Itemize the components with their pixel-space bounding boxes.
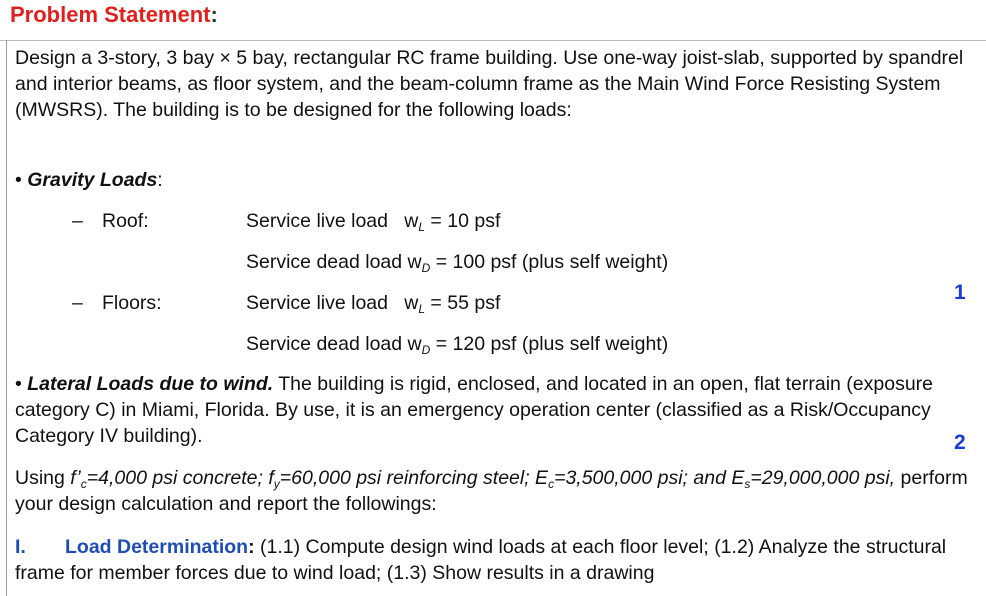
floors-live-load	[246, 290, 500, 316]
floors-dead-load	[246, 331, 668, 357]
roof-label: Roof:	[102, 210, 149, 232]
task-1-title: Load Determination	[65, 536, 249, 558]
gravity-colon: :	[157, 169, 163, 191]
title-divider	[0, 40, 986, 41]
roof-dead-text: Service dead load w	[246, 251, 422, 273]
roof-live-value: = 10 psf	[425, 210, 501, 232]
floors-label: Floors:	[102, 292, 162, 314]
roof-live-row	[0, 208, 986, 234]
fc-sub: c	[80, 477, 87, 491]
floors-live-value: = 55 psf	[425, 292, 501, 314]
page-title	[10, 2, 218, 28]
task-1-text: (1.1) Compute design wind loads at each floor level; (1.2) Analyze the structural frame for member forces due to wind load; (1.3) Show results in a drawing	[15, 536, 947, 584]
materials-spec	[70, 467, 895, 489]
gravity-label: Gravity Loads	[27, 169, 158, 191]
fy-symbol: f	[268, 467, 274, 489]
floors-dead-text: Service dead load w	[246, 333, 422, 355]
floors-live-text: Service live load w	[246, 292, 419, 314]
floors-live-sub: L	[418, 302, 426, 316]
materials-paragraph	[15, 465, 975, 517]
task-1-colon: :	[248, 536, 255, 558]
ec-value: =3,500,000 psi; and E	[554, 467, 745, 489]
floors-dead-row	[0, 331, 986, 357]
left-border	[6, 40, 7, 596]
intro-paragraph: Design a 3-story, 3 bay × 5 bay, rectangular RC frame building. Use one-way joist-slab, supported by spandrel and interior beams, as floor system, and the beam-column frame as the Main Wind Force Resisting System (MWSRS). The building is to be designed for the following loads:	[15, 47, 964, 121]
roof-dead-sub: D	[421, 261, 431, 275]
fc-symbol: f’	[70, 467, 81, 489]
marker-1: 1	[954, 281, 966, 304]
fy-value: =60,000 psi reinforcing steel; E	[279, 467, 549, 489]
roof-live-load	[246, 208, 500, 234]
fc-value: =4,000 psi concrete;	[86, 467, 269, 489]
roof-dead-row	[0, 249, 986, 275]
floors-dead-value: = 120 psf (plus self weight)	[430, 333, 669, 355]
materials-instruction: perform your design calculation and report the followings:	[15, 467, 968, 515]
roof-live-sub: L	[418, 220, 426, 234]
floors-live-row	[0, 290, 986, 316]
roof-dead-load	[246, 249, 668, 275]
task-1-paragraph	[15, 534, 975, 586]
roof-dead-value: = 100 psf (plus self weight)	[430, 251, 669, 273]
fy-sub: y	[273, 477, 280, 491]
lateral-bullet: •	[15, 373, 22, 395]
materials-using: Using	[15, 467, 71, 489]
marker-2: 2	[954, 431, 966, 454]
es-sub: s	[744, 477, 751, 491]
roof-dash: –	[72, 210, 83, 232]
task-1-numeral: I.	[15, 536, 26, 558]
ec-sub: c	[548, 477, 555, 491]
floors-dash: –	[72, 292, 83, 314]
lateral-text: The building is rigid, enclosed, and located in an open, flat terrain (exposure category C) in Miami, Florida. By use, it is an emergency operation center (classified as a Risk/Occupancy Category IV building).	[15, 373, 934, 447]
title-text: Problem Statement	[10, 2, 211, 27]
lateral-paragraph	[15, 371, 975, 449]
title-colon: :	[210, 2, 218, 27]
gravity-heading	[15, 167, 163, 193]
lateral-label: Lateral Loads due to wind.	[27, 373, 274, 395]
floors-dead-sub: D	[421, 343, 431, 357]
roof-live-text: Service live load w	[246, 210, 419, 232]
es-value: =29,000,000 psi,	[750, 467, 896, 489]
gravity-bullet: •	[15, 169, 22, 191]
